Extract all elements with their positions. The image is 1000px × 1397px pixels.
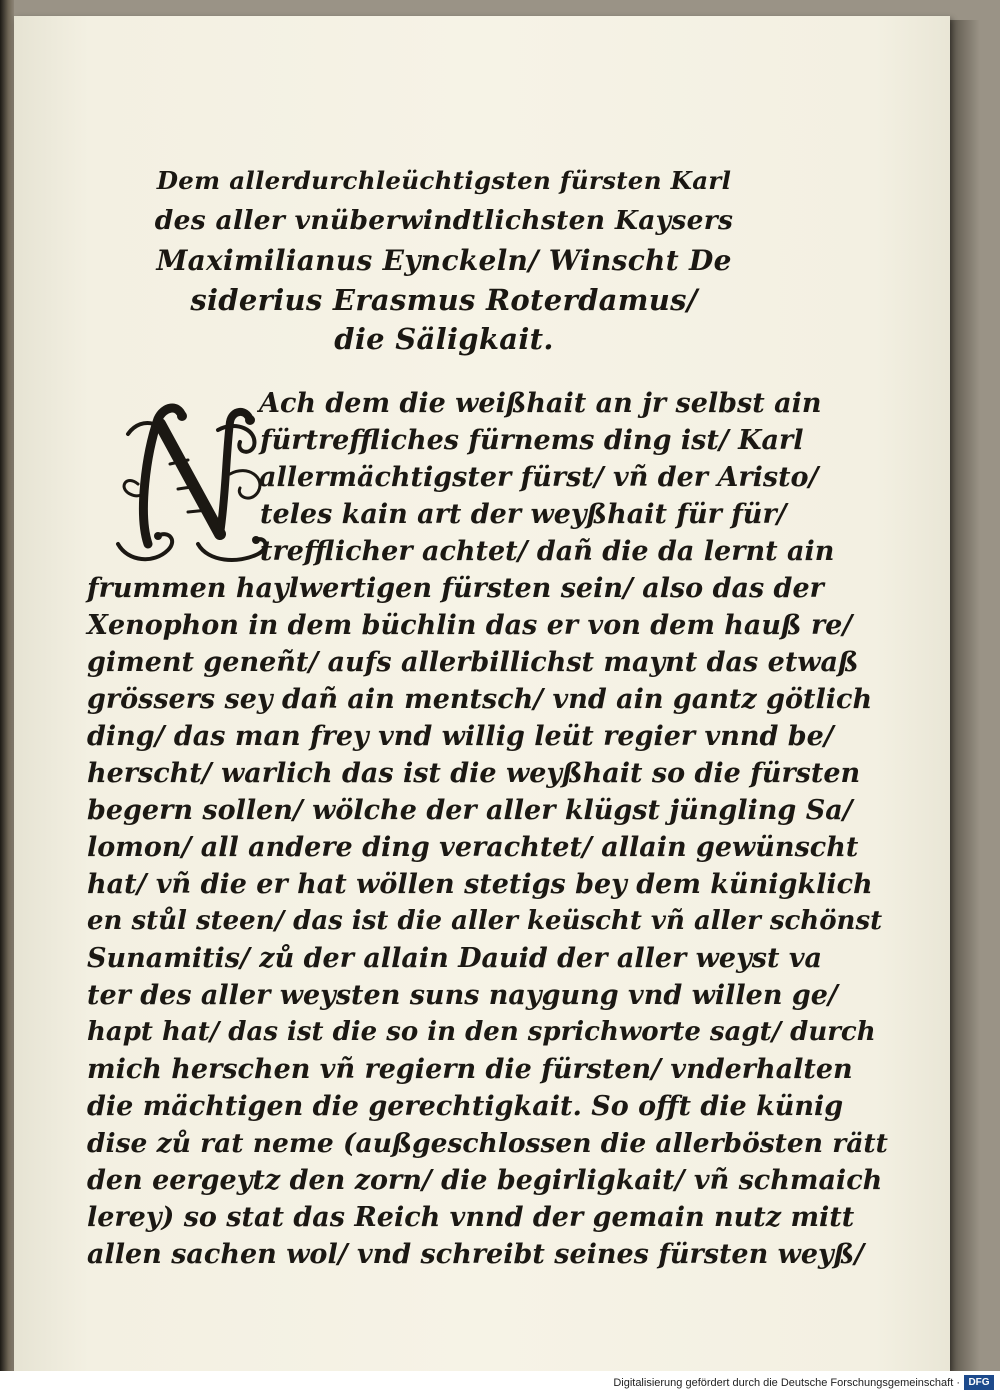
- body-line: trefflicher achtet/ dañ die da lernt ain: [260, 536, 835, 567]
- body-line: hat/ vñ die er hat wöllen stetigs bey dem künigklich: [87, 869, 873, 900]
- body-line: grössers sey dañ ain mentsch/ vnd ain gantz götlich: [87, 684, 873, 715]
- heading-line: des aller vnüberwindtlichsten Kaysers: [154, 205, 734, 236]
- body-line: hapt hat/ das ist die so in den sprichworte sagt/ durch: [87, 1017, 876, 1047]
- body-line: mich herschen vñ regiern die fürsten/ vnderhalten: [87, 1054, 853, 1085]
- body-line: begern sollen/ wölche der aller klügst jüngling Sa/: [87, 795, 853, 826]
- decorated-initial-letter: [108, 394, 278, 569]
- heading-line: siderius Erasmus Roterdamus/: [190, 283, 698, 317]
- body-line: Ach dem die weißhait an jr selbst ain: [259, 388, 822, 419]
- body-line: teles kain art der weyßhait für für/: [260, 499, 787, 530]
- heading-line: die Säligkait.: [334, 322, 554, 356]
- body-line: en stůl steen/ das ist die aller keüscht vñ aller schönst: [87, 906, 883, 936]
- body-line: allen sachen wol/ vnd schreibt seines fürsten weyß/: [87, 1239, 865, 1270]
- heading: [154, 166, 734, 366]
- dfg-logo: DFG: [964, 1375, 994, 1390]
- body-line: giment geneñt/ aufs allerbillichst maynt das etwaß: [87, 647, 859, 678]
- body-line: herscht/ warlich das ist die weyßhait so die fürsten: [87, 758, 861, 789]
- page: [14, 16, 950, 1371]
- book-spine-edge: [0, 0, 14, 1397]
- body-line: lomon/ all andere ding verachtet/ allain gewünscht: [87, 832, 859, 863]
- body-line: ding/ das man frey vnd willig leüt regier vnnd be/: [87, 721, 834, 752]
- body-line: dise zů rat neme (außgeschlossen die allerbösten rätt: [87, 1128, 888, 1159]
- body-line: die mächtigen die gerechtigkait. So offt die künig: [87, 1091, 844, 1122]
- body-line: Xenophon in dem büchlin das er von dem hauß re/: [87, 610, 853, 641]
- body-line: ter des aller weysten suns naygung vnd willen ge/: [87, 980, 838, 1011]
- body-line: den eergeytz den zorn/ die begirligkait/ vñ schmaich: [87, 1165, 883, 1196]
- heading-line: Dem allerdurchleüchtigsten fürsten Karl: [156, 166, 732, 195]
- body-line: fürtreffliches fürnems ding ist/ Karl: [260, 425, 804, 456]
- heading-line: Maximilianus Eynckeln/ Winscht De: [156, 244, 732, 277]
- body-line: allermächtigster fürst/ vñ der Aristo/: [259, 462, 819, 493]
- body-line: Sunamitis/ zů der allain Dauid der aller weyst va: [87, 943, 823, 974]
- body-line: lerey) so stat das Reich vnnd der gemain nutz mitt: [87, 1202, 855, 1233]
- body-line: frummen haylwertigen fürsten sein/ also das der: [87, 573, 824, 604]
- footer-credit: Digitalisierung gefördert durch die Deutsche Forschungsgemeinschaft ·: [613, 1377, 960, 1389]
- page-edge-shadow: [950, 20, 980, 1371]
